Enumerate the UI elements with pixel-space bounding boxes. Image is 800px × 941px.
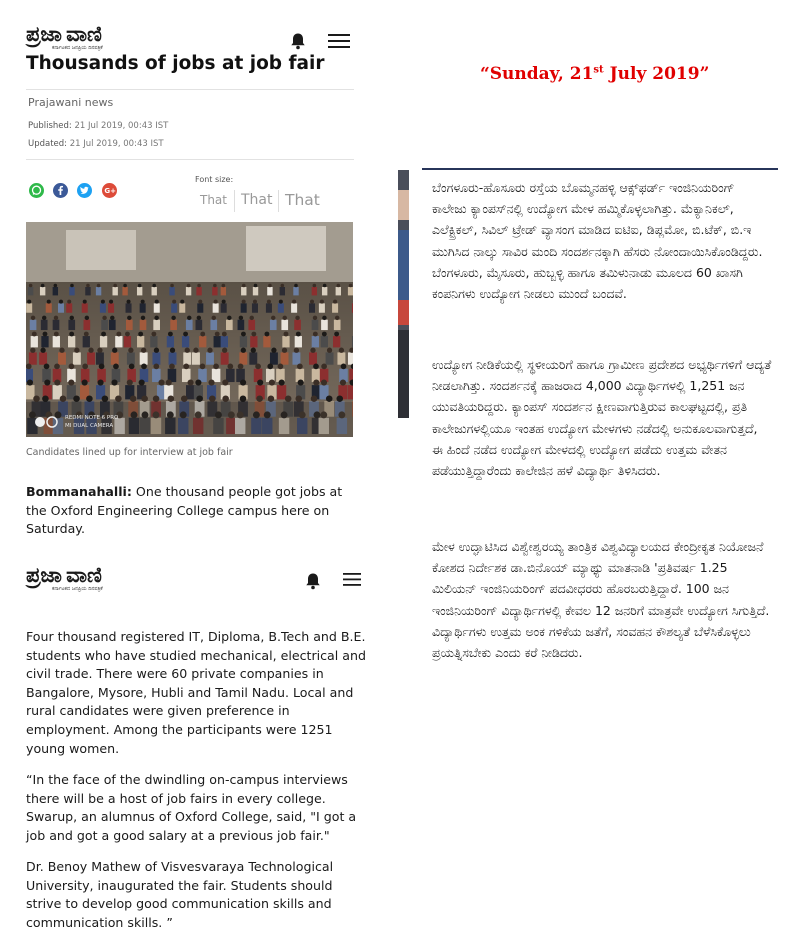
masthead-logo-2[interactable] — [26, 565, 103, 592]
font-size-label: Font size: — [195, 175, 234, 184]
logo-tagline-2: ಕರ್ನಾಟಕದ ಜನಪ್ರಿಯ ದಿನಪತ್ರಿಕೆ — [52, 586, 103, 592]
article-headline: Thousands of jobs at job fair — [26, 53, 325, 74]
facebook-icon[interactable] — [53, 183, 68, 198]
updated-value: 21 Jul 2019, 00:43 IST — [69, 139, 164, 149]
kannada-para-3: ಮೇಳ ಉದ್ಘಾಟಿಸಿದ ವಿಶ್ವೇಶ್ವರಯ್ಯ ತಾಂತ್ರಿಕ ವಿಶ್ವವಿದ್ಯಾಲಯದ ಕೇಂದ್ರೀಕೃತ ನಿಯೋಜನೆ ಕೋಶದ ನಿರ್ದೇಶಕ ಡಾ.ಬಿನೊಯ್ ಮ್ಯಾಥ್ಯು ಮಾತನಾಡಿ 'ಪ್ರತಿವರ್ಷ 1.25 ಮಿಲಿಯನ್ ಇಂಜಿನಿಯರಿಂಗ್ ಪದವೀಧರರು ಹೊರಬರುತ್ತಿದ್ದಾರೆ. 100 ಜನ ಇಂಜಿನಿಯರಿಂಗ್ ವಿದ್ಯಾರ್ಥಿಗಳಲ್ಲಿ ಕೇವಲ 12 ಜನರಿಗೆ ಮಾತ್ರವೇ ಉದ್ಯೋಗ ಸಿಗುತ್ತಿದೆ. ವಿದ್ಯಾರ್ಥಿಗಳು ಉತ್ತಮ ಅಂಕ ಗಳಿಕೆಯ ಜತೆಗೆ, ಸಂವಹನ ಕೌಶಲ್ಯತೆ ಬೆಳೆಸಿಕೊಳ್ಳಲು ಪ್ರಯತ್ನಿಸಬೇಕು ಎಂದು ಕರೆ ನೀಡಿದರು. — [432, 539, 770, 661]
photo-watermark-line1: REDMI NOTE 6 PRO — [65, 415, 119, 421]
crowd-photo-graphic — [26, 222, 353, 437]
date-note-sup: st — [593, 64, 604, 76]
font-size-sep-2 — [278, 190, 279, 212]
article-para-3: Dr. Benoy Mathew of Visvesvaraya Technological University, inaugurated the fair. Students should strive to develop good communication skills and communication skills. ” — [26, 859, 334, 930]
header-divider — [26, 89, 354, 90]
font-size-sep-1 — [234, 190, 235, 212]
article-lead — [26, 483, 356, 539]
article-source: Prajawani news — [28, 96, 114, 109]
date-note — [480, 64, 709, 84]
article-para-2: “In the face of the dwindling on-campus interviews there will be a host of job fairs in every college. Swarup, an alumnus of Oxford College, said, "I got a job and got a good salary at a previous job fair." — [26, 772, 357, 843]
masthead-logo[interactable] — [26, 24, 103, 51]
logo-wordmark: ಪ್ರಜಾ ವಾಣಿ — [26, 22, 102, 46]
published-value: 21 Jul 2019, 00:43 IST — [74, 121, 169, 131]
whatsapp-icon[interactable] — [29, 183, 44, 198]
twitter-icon[interactable] — [77, 183, 92, 198]
photo-watermark-line2: MI DUAL CAMERA — [65, 423, 114, 429]
clipping-photo-strip — [398, 170, 409, 418]
meta-divider — [26, 159, 354, 160]
kannada-top-rule — [422, 168, 778, 170]
photo-caption: Candidates lined up for interview at job fair — [26, 447, 233, 458]
hamburger-menu-icon[interactable] — [328, 34, 350, 48]
font-size-medium[interactable]: That — [241, 192, 273, 208]
updated-line — [28, 139, 164, 149]
kannada-para-1: ಬೆಂಗಳೂರು-ಹೊಸೂರು ರಸ್ತೆಯ ಬೊಮ್ಮನಹಳ್ಳಿ ಆಕ್ಸ್‌ಫರ್ಡ್ ಇಂಜಿನಿಯರಿಂಗ್ ಕಾಲೇಜು ಕ್ಯಾಂಪಸ್‌ನಲ್ಲಿ ಉದ್ಯೋಗ ಮೇಳ ಹಮ್ಮಿಕೊಳ್ಳಲಾಗಿತ್ತು. ಮೆಕ್ಯಾನಿಕಲ್, ಎಲೆಕ್ಟ್ರಿಕಲ್, ಸಿವಿಲ್ ಟ್ರೇಡ್ ವ್ಯಾಸಂಗ ಮಾಡಿದ ಐಟಿಐ, ಡಿಪ್ಲಮೋ, ಬಿ.ಟೆಕ್, ಬಿ.ಇ ಮುಗಿಸಿದ ನಾಲ್ಕು ಸಾವಿರ ಮಂದಿ ಸಂದರ್ಶನಕ್ಕಾಗಿ ಹೆಸರು ನೋಂದಾಯಿಸಿಕೊಂಡಿದ್ದರು. ಬೆಂಗಳೂರು, ಮೈಸೂರು, ಹುಬ್ಬಳ್ಳಿ ಹಾಗೂ ತಮಿಳುನಾಡು ಮೂಲದ 60 ಖಾಸಗಿ ಕಂಪನಿಗಳು ಉದ್ಯೋಗ ನೀಡಲು ಮುಂದೆ ಬಂದವೆ. — [432, 180, 763, 302]
lead-text: One thousand people got jobs at the Oxford Engineering College campus here on Saturday. — [26, 484, 343, 537]
published-label: Published: — [28, 121, 72, 131]
hamburger-menu-icon-2[interactable] — [343, 573, 361, 586]
date-note-suffix: July 2019” — [603, 64, 710, 84]
article-para-1: Four thousand registered IT, Diploma, B.Tech and B.E. students who have studied mechanical, electrical and civil trade. There were 60 private companies in Bangalore, Mysore, Hubli and Tamil Nadu. Local and rural candidates were given preference in employment. Among the participants were 1251 young women. — [26, 629, 366, 756]
lead-dateline: Bommanahalli: — [26, 484, 132, 499]
article-photo — [26, 222, 353, 437]
published-line — [28, 121, 168, 131]
google-plus-icon[interactable] — [102, 183, 117, 198]
svg-text:G+: G+ — [104, 187, 117, 196]
bell-icon-2[interactable] — [305, 572, 321, 590]
font-size-large[interactable]: That — [285, 191, 320, 209]
kannada-para-2: ಉದ್ಯೋಗ ನೀಡಿಕೆಯಲ್ಲಿ ಸ್ಥಳೀಯರಿಗೆ ಹಾಗೂ ಗ್ರಾಮೀಣ ಪ್ರದೇಶದ ಅಭ್ಯರ್ಥಿಗಳಿಗೆ ಆದ್ಯತೆ ನೀಡಲಾಗಿತ್ತು. ಸಂದರ್ಶನಕ್ಕೆ ಹಾಜರಾದ 4,000 ವಿದ್ಯಾರ್ಥಿಗಳಲ್ಲಿ 1,251 ಜನ ಯುವತಿಯರಿದ್ದರು. ಕ್ಯಾಂಪಸ್ ಸಂದರ್ಶನ ಕ್ಷೀಣವಾಗುತ್ತಿರುವ ಕಾಲಘಟ್ಟದಲ್ಲಿ, ಪ್ರತಿ ಕಾಲೇಜುಗಳಲ್ಲಿಯೂ ಇಂತಹ ಉದ್ಯೋಗ ಮೇಳಗಳು ನಡೆದಲ್ಲಿ ಅನುಕೂಲವಾಗುತ್ತದೆ, ಈ ಹಿಂದೆ ನಡೆದ ಉದ್ಯೋಗ ಮೇಳದಲ್ಲಿ ಉದ್ಯೋಗ ಪಡೆದು ಉತ್ತಮ ವೇತನ ಪಡೆಯುತ್ತಿದ್ದಾರೆಂದು ಕಾಲೇಜಿನ ಹಳೆ ವಿದ್ಯಾರ್ಥಿ ತಿಳಿಸಿದರು. — [432, 357, 772, 479]
logo-tagline: ಕರ್ನಾಟಕದ ಜನಪ್ರಿಯ ದಿನಪತ್ರಿಕೆ — [52, 45, 103, 51]
logo-wordmark-2: ಪ್ರಜಾ ವಾಣಿ — [26, 563, 102, 587]
bell-icon[interactable] — [290, 32, 306, 50]
updated-label: Updated: — [28, 139, 68, 149]
font-size-small[interactable]: That — [200, 193, 227, 207]
date-note-prefix: “Sunday, 21 — [480, 64, 594, 84]
